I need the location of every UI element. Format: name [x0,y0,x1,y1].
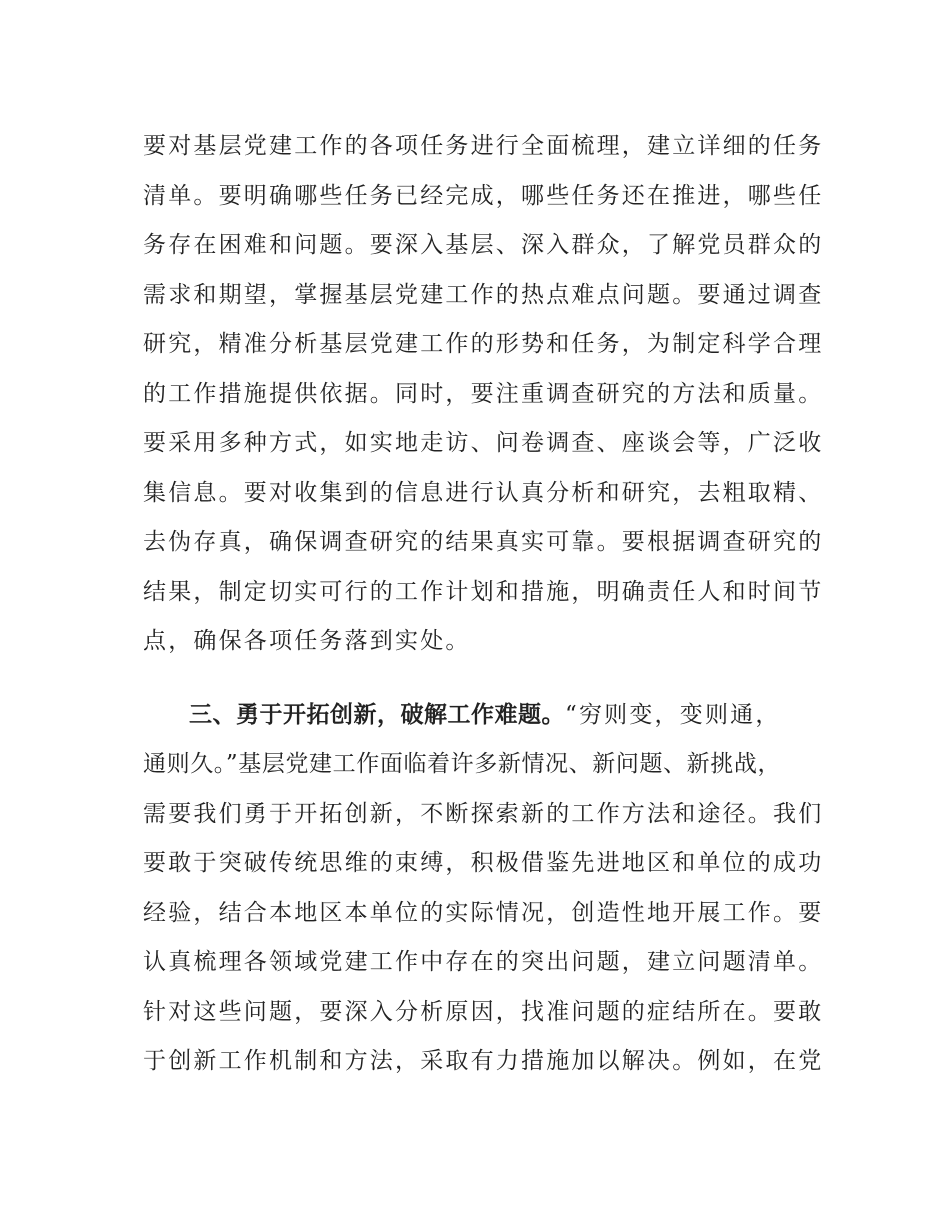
text-line: 要采用多种方式，如实地走访、问卷调查、座谈会等，广泛收 [143,430,824,456]
text-line: 务存在困难和问题。要深入基层、深入群众，了解党员群众的 [143,232,824,258]
text-line: 针对这些问题，要深入分析原因，找准问题的症结所在。要敢 [143,998,824,1025]
text-line: 通则久。”基层党建工作面临着许多新情况、新问题、新挑战， [143,751,782,777]
text-line: 去伪存真，确保调查研究的结果真实可靠。要根据调查研究的 [143,529,824,555]
text-line: 要敢于突破传统思维的束缚，积极借鉴先进地区和单位的成功 [143,850,824,876]
text-line: 结果，制定切实可行的工作计划和措施，明确责任人和时间节 [143,578,824,605]
quote-text: “穷则变，变则通， [565,701,781,728]
text-line: 需求和期望，掌握基层党建工作的热点难点问题。要通过调查 [143,281,824,308]
document-body [143,122,823,1087]
text-line: 经验，结合本地区本单位的实际情况，创造性地开展工作。要 [143,899,824,926]
text-line: 认真梳理各领域党建工作中存在的突出问题，建立问题清单。 [143,949,824,975]
text-line: 点，确保各项任务落到实处。 [143,628,471,654]
text-line: 集信息。要对收集到的信息进行认真分析和研究，去粗取精、 [143,479,824,506]
text-line: 研究，精准分析基层党建工作的形势和任务，为制定科学合理 [143,331,824,357]
paragraph-innovation [143,691,823,1087]
section-heading-line [143,691,823,741]
paragraph-task-review [143,122,823,667]
text-line: 清单。要明确哪些任务已经完成，哪些任务还在推进，哪些任 [143,182,824,209]
text-line: 的工作措施提供依据。同时，要注重调查研究的方法和质量。 [143,380,824,407]
section-heading: 三、勇于开拓创新，破解工作难题。 [189,701,565,728]
text-line: 需要我们勇于开拓创新，不断探索新的工作方法和途径。我们 [143,800,824,827]
paragraph-spacer [143,667,823,691]
text-line: 于创新工作机制和方法，采取有力措施加以解决。例如，在党 [143,1048,824,1074]
text-line: 要对基层党建工作的各项任务进行全面梳理，建立详细的任务 [143,133,824,159]
